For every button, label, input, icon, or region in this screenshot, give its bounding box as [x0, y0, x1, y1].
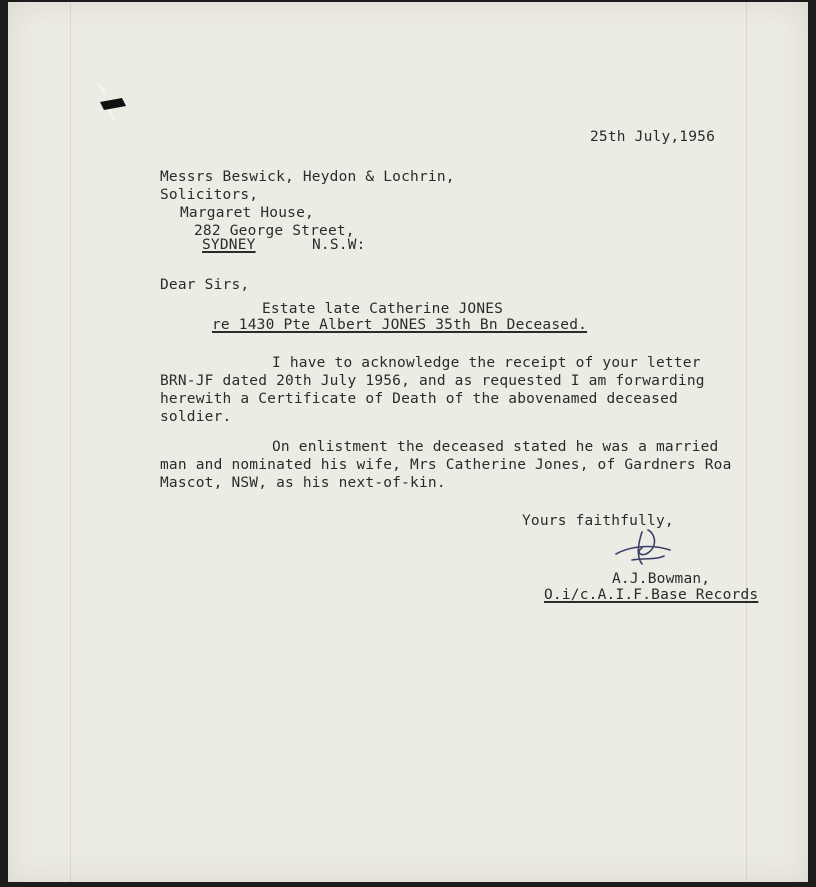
- addressee-line: Margaret House,: [180, 205, 314, 221]
- body-line: Mascot, NSW, as his next-of-kin.: [160, 475, 446, 491]
- signature-icon: [612, 524, 674, 570]
- addressee-state: N.S.W:: [312, 237, 366, 253]
- body-line: soldier.: [160, 409, 232, 425]
- body-line: On enlistment the deceased stated he was a married: [272, 439, 719, 455]
- addressee-line: Solicitors,: [160, 187, 259, 203]
- body-line: man and nominated his wife, Mrs Catherine Jones, of Gardners Roa: [160, 457, 732, 473]
- body-line: I have to acknowledge the receipt of your letter: [272, 355, 701, 371]
- fold-line: [746, 2, 747, 882]
- signatory-name: A.J.Bowman,: [612, 571, 711, 587]
- addressee-line: Messrs Beswick, Heydon & Lochrin,: [160, 169, 455, 185]
- closing: Yours faithfully,: [522, 513, 674, 529]
- subject-reference: re 1430 Pte Albert JONES 35th Bn Deceased.: [212, 317, 588, 333]
- body-line: herewith a Certificate of Death of the abovenamed deceased: [160, 391, 678, 407]
- letter-date: 25th July,1956: [590, 129, 716, 145]
- signatory-title: O.i/c.A.I.F.Base Records: [544, 587, 759, 603]
- subject-line: Estate late Catherine JONES: [262, 301, 504, 317]
- salutation: Dear Sirs,: [160, 277, 250, 293]
- fold-line: [70, 2, 71, 882]
- addressee-city: SYDNEY: [202, 237, 256, 253]
- staple-icon: [92, 80, 132, 124]
- body-line: BRN-JF dated 20th July 1956, and as requested I am forwarding: [160, 373, 705, 389]
- addressee-line: 282 George Street,: [194, 223, 355, 239]
